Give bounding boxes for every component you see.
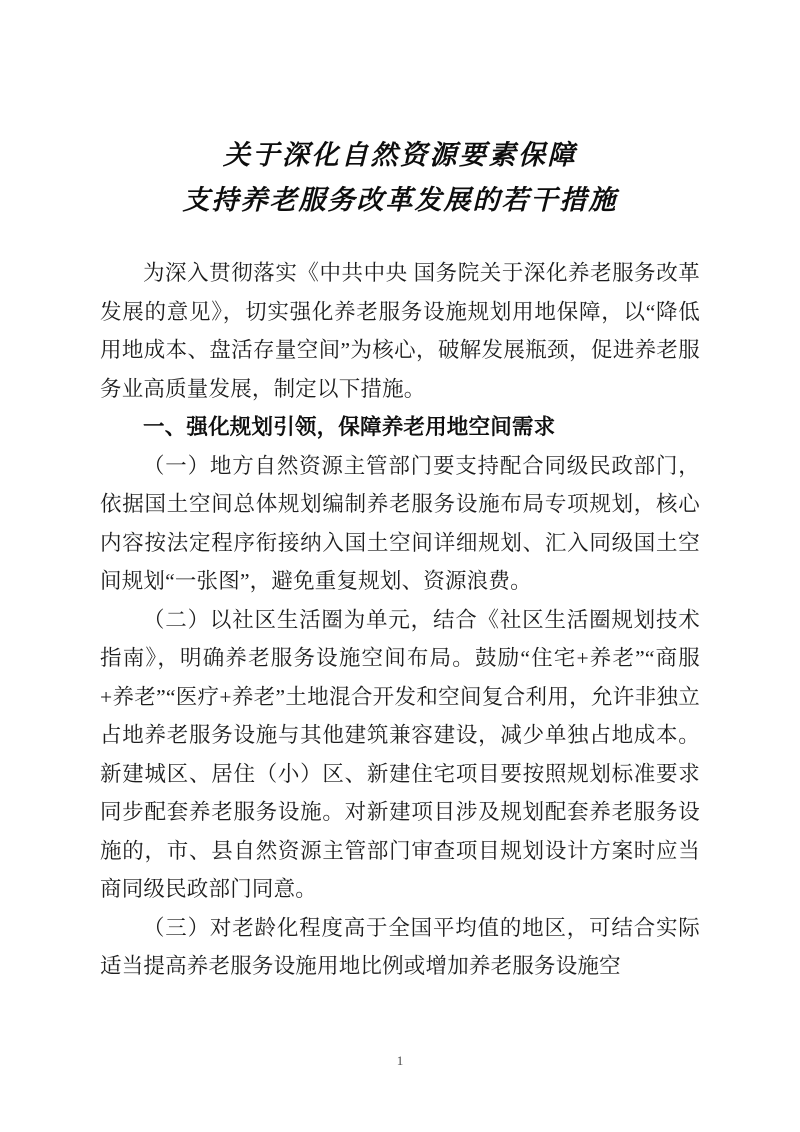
paragraph-item-1: （一）地方自然资源主管部门要支持配合同级民政部门，依据国土空间总体规划编制养老服务设施布局专项规划，核心内容按法定程序衔接纳入国土空间详细规划、汇入同级国土空间规划“一张图”，避免重复规划、资源浪费。 <box>100 453 700 593</box>
paragraph-preamble: 为深入贯彻落实《中共中央 国务院关于深化养老服务改革发展的意见》，切实强化养老服务设施规划用地保障，以“降低用地成本、盘活存量空间”为核心，破解发展瓶颈，促进养老服务业高质量发展，制定以下措施。 <box>100 261 700 401</box>
document-title <box>100 0 700 223</box>
page-number: 1 <box>396 1053 404 1068</box>
paragraph-item-2: （二）以社区生活圈为单元，结合《社区生活圈规划技术指南》，明确养老服务设施空间布局。鼓励“住宅+养老”“商服+养老”“医疗+养老”土地混合开发和空间复合利用，允许非独立占地养老服务设施与其他建筑兼容建设，减少单独占地成本。新建城区、居住（小）区、新建住宅项目要按照规划标准要求同步配套养老服务设施。对新建项目涉及规划配套养老服务设施的，市、县自然资源主管部门审查项目规划设计方案时应当商同级民政部门同意。 <box>100 607 700 901</box>
document-title-line-2: 支持养老服务改革发展的若干措施 <box>182 185 618 216</box>
paragraph-item-3: （三）对老龄化程度高于全国平均值的地区，可结合实际适当提高养老服务设施用地比例或增加养老服务设施空 <box>100 915 700 978</box>
section-heading-1: 一、强化规划引领，保障养老用地空间需求 <box>143 415 556 439</box>
document-body <box>100 0 700 986</box>
document-title-line-1: 关于深化自然资源要素保障 <box>223 140 577 171</box>
